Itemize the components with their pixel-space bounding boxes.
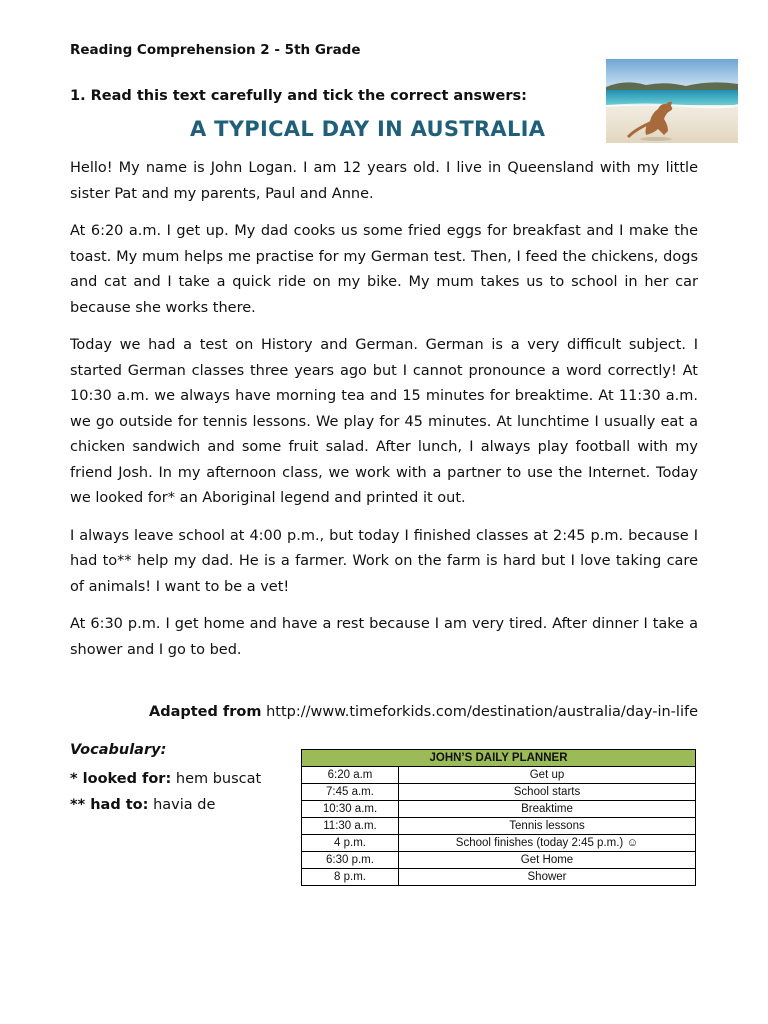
story-paragraph: At 6:30 p.m. I get home and have a rest because I am very tired. After dinner I take a shower and I go to bed. [70, 616, 698, 658]
table-row [302, 869, 696, 886]
story-paragraph: Today we had a test on History and German. German is a very difficult subject. I started German classes three years ago but I cannot pronounce a word correctly! At 10:30 a.m. we always have morning tea and 15 minutes for breaktime. At 11:30 a.m. we go outside for tennis lessons. We play for 45 minutes. At lunchtime I usually eat a chicken sandwich and some fruit salad. After lunch, I always play football with my friend Josh. In my afternoon class, we work with a partner to use the Internet. Today we looked for* an Aboriginal legend and printed it out. [70, 337, 698, 506]
vocabulary-term: ** had to: [70, 797, 149, 813]
vocabulary-item [70, 771, 290, 787]
planner-time: 4 p.m. [302, 835, 399, 852]
worksheet-header: Reading Comprehension 2 - 5th Grade [70, 42, 361, 58]
planner-time: 6:20 a.m [302, 767, 399, 784]
source-credit [70, 704, 698, 720]
table-row [302, 835, 696, 852]
planner-activity: School finishes (today 2:45 p.m.) ☺ [399, 835, 696, 852]
page-title: A TYPICAL DAY IN AUSTRALIA [190, 117, 546, 141]
table-row [302, 818, 696, 835]
planner-time: 10:30 a.m. [302, 801, 399, 818]
planner-title: JOHN’S DAILY PLANNER [302, 750, 696, 767]
vocabulary-item [70, 797, 290, 813]
daily-planner-table [301, 749, 696, 886]
planner-activity: Tennis lessons [399, 818, 696, 835]
vocabulary-meaning: havia de [153, 797, 216, 813]
planner-activity: Shower [399, 869, 696, 886]
story-paragraph: I always leave school at 4:00 p.m., but today I finished classes at 2:45 p.m. because I had to** help my dad. He is a farmer. Work on the farm is hard but I love taking care of animals! I want to be a vet! [70, 527, 698, 595]
planner-activity: School starts [399, 784, 696, 801]
planner-time: 8 p.m. [302, 869, 399, 886]
table-row [302, 852, 696, 869]
table-row [302, 767, 696, 784]
planner-time: 6:30 p.m. [302, 852, 399, 869]
planner-activity: Get Home [399, 852, 696, 869]
table-row [302, 784, 696, 801]
planner-time: 7:45 a.m. [302, 784, 399, 801]
instruction-text: 1. Read this text carefully and tick the correct answers: [70, 88, 527, 104]
vocabulary-heading: Vocabulary: [70, 742, 167, 758]
kangaroo-on-beach-photo [606, 59, 738, 143]
planner-activity: Breaktime [399, 801, 696, 818]
story-paragraph: Hello! My name is John Logan. I am 12 years old. I live in Queensland with my little sister Pat and my parents, Paul and Anne. [70, 160, 698, 202]
planner-title-row [302, 750, 696, 767]
table-row [302, 801, 696, 818]
story-text [70, 156, 698, 675]
vocabulary-box [70, 742, 290, 823]
planner-activity: Get up [399, 767, 696, 784]
vocabulary-term: * looked for: [70, 771, 172, 787]
credit-url: http://www.timeforkids.com/destination/australia/day-in-life [266, 704, 698, 720]
vocabulary-meaning: hem buscat [175, 771, 262, 787]
credit-label: Adapted from [148, 704, 262, 720]
planner-time: 11:30 a.m. [302, 818, 399, 835]
story-paragraph: At 6:20 a.m. I get up. My dad cooks us some fried eggs for breakfast and I make the toast. My mum helps me practise for my German test. Then, I feed the chickens, dogs and cat and I take a quick ride on my bike. My mum takes us to school in her car because she works there. [70, 223, 698, 316]
